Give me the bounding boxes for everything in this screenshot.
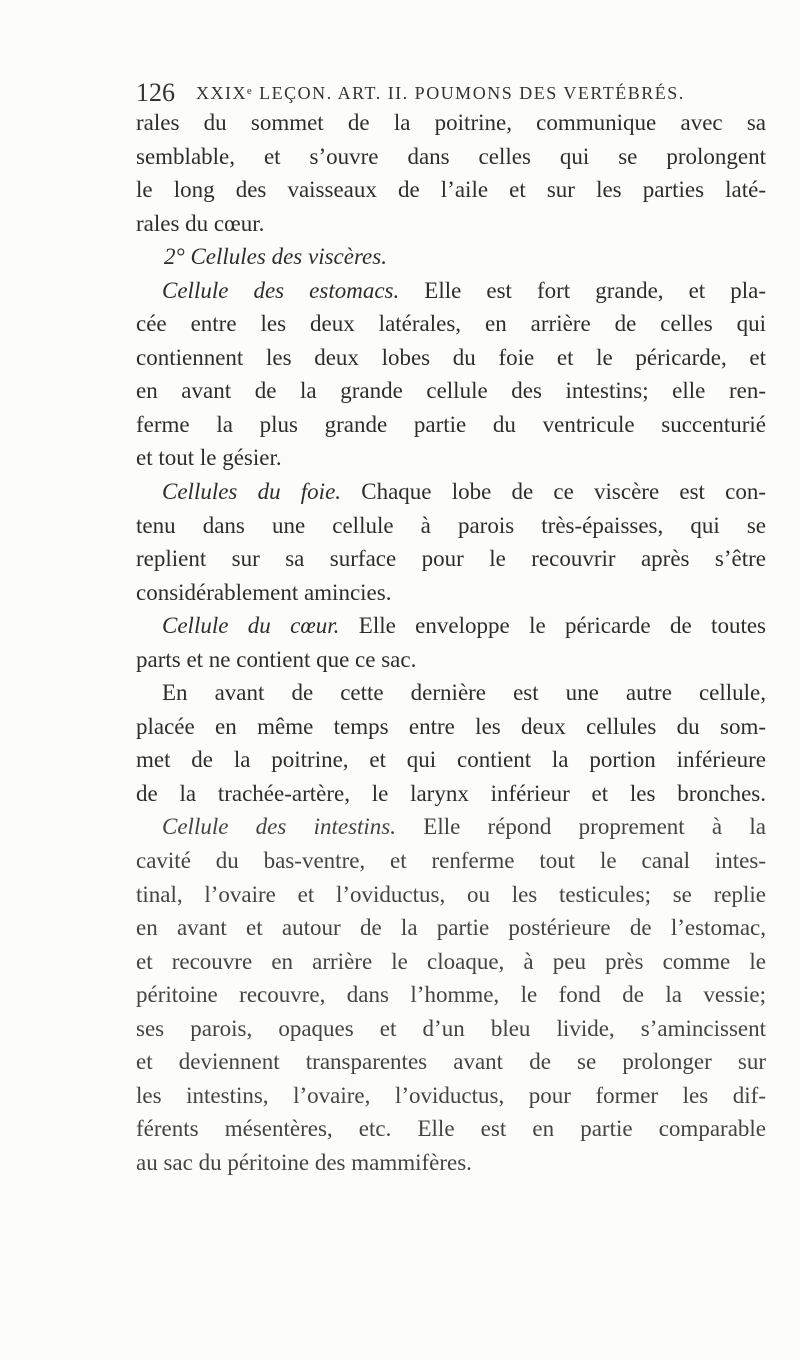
text-line: au sac du péritoine des mammifères. <box>136 1149 472 1175</box>
section-heading: 2° Cellules des viscères. <box>164 244 387 270</box>
text-line: les intestins, l’ovaire, l’oviductus, pour former les dif- <box>136 1082 766 1108</box>
text-line: met de la poitrine, et qui contient la portion inférieure <box>136 747 766 773</box>
text-line: tenu dans une cellule à parois très-épaisses, qui se <box>136 512 766 538</box>
text-line: rales du cœur. <box>136 210 265 236</box>
page-number: 126 <box>136 78 175 107</box>
paragraph-first-line <box>136 475 766 509</box>
text-line: et recouvre en arrière le cloaque, à peu près comme le <box>136 948 766 974</box>
paragraph-lead: Cellule du cœur. <box>162 613 340 639</box>
text-run: Elle enveloppe le péricarde de toutes <box>339 613 766 639</box>
text-line: semblable, et s’ouvre dans celles qui se prolongent <box>136 143 766 169</box>
running-head: XXIXᵉ LEÇON. ART. II. POUMONS DES VERTÉBRÉS. <box>196 83 685 103</box>
text-line: férents mésentères, etc. Elle est en partie comparable <box>136 1116 766 1142</box>
paragraph-lead: Cellule des estomacs. <box>162 277 400 303</box>
text-line: de la trachée-artère, le larynx inférieur et les bronches. <box>136 780 766 806</box>
text-line: en avant de la grande cellule des intestins; elle ren- <box>136 378 766 404</box>
text-run: Chaque lobe de ce viscère est con- <box>341 479 766 505</box>
paragraph-first-line <box>136 810 766 844</box>
text-line: en avant et autour de la partie postérieure de l’estomac, <box>136 915 766 941</box>
paragraph-lead: Cellules du foie. <box>162 479 342 505</box>
text-line: cavité du bas-ventre, et renferme tout le canal intes- <box>136 848 766 874</box>
text-line: contiennent les deux lobes du foie et le péricarde, et <box>136 344 766 370</box>
text-line: ferme la plus grande partie du ventricule succenturié <box>136 411 766 437</box>
text-line: cée entre les deux latérales, en arrière de celles qui <box>136 311 766 337</box>
text-line: placée en même temps entre les deux cellules du som- <box>136 713 766 739</box>
text-line: rales du sommet de la poitrine, communique avec sa <box>136 110 766 135</box>
text-line: le long des vaisseaux de l’aile et sur les parties laté- <box>136 177 766 203</box>
paragraph-lead: Cellule des intestins. <box>162 814 397 840</box>
text-line: et deviennent transparentes avant de se prolonger sur <box>136 1049 766 1075</box>
text-line: tinal, l’ovaire et l’oviductus, ou les testicules; se replie <box>136 881 766 907</box>
paragraph-first-line <box>136 609 766 643</box>
text-line: En avant de cette dernière est une autre cellule, <box>162 680 766 706</box>
text-line: replient sur sa surface pour le recouvrir après s’être <box>136 546 766 572</box>
body-text <box>136 106 766 1180</box>
text-line: parts et ne contient que ce sac. <box>136 646 417 672</box>
text-line: péritoine recouvre, dans l’homme, le fond de la vessie; <box>136 982 766 1008</box>
text-line: et tout le gésier. <box>136 445 282 471</box>
text-line: ses parois, opaques et d’un bleu livide, s’amincissent <box>136 1015 766 1041</box>
text-run: Elle répond proprement à la <box>396 814 766 840</box>
text-line: considérablement amincies. <box>136 579 392 605</box>
paragraph-first-line <box>136 274 766 308</box>
text-run: Elle est fort grande, et pla- <box>399 277 766 303</box>
